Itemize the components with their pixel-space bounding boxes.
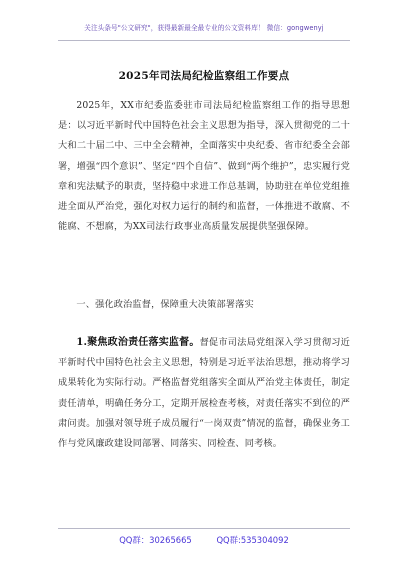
- footer-qq-group-2: QQ群:535304092: [216, 535, 289, 545]
- item-1-paragraph: [58, 333, 350, 454]
- footer-qq-group-1: QQ群：30265665: [119, 535, 192, 545]
- section-heading-1: 一、强化政治监督，保障重大决策部署落实: [76, 299, 254, 310]
- document-title: 2025年司法局纪检监察组工作要点: [118, 70, 290, 82]
- item-1-body: 督促市司法局党组深入学习贯彻习近平新时代中国特色社会主义思想，特别是习近平法治思想，推动将学习成果转化为实际行动。严格监督党组落实全面从严治党主体责任，制定责任清单，明确任务分工，定期开展检查考核，对责任落实不到位的严肃问责。加强对领导班子成员履行“一岗双责”情况的监督，确保业务工作与党风廉政建设同部署、同落实、同检查、同考核。: [58, 337, 350, 450]
- item-1-lead: 1.聚焦政治责任落实监督。: [76, 337, 200, 348]
- header-divider: [58, 40, 350, 41]
- guiding-ideology-paragraph: 2025年，XX市纪委监委驻市司法局纪检监察组工作的指导思想是：以习近平新时代中国特色社会主义思想为指导，深入贯彻党的二十大和二十届二中、三中全会精神，全面落实中央纪委、省市纪委全会部署，增强“四个意识”、坚定“四个自信”、做到“两个维护”，忠实履行党章和宪法赋予的职责，坚持稳中求进工作总基调，协助驻在单位党组推进全面从严治党，强化对权力运行的制约和监督，一体推进不敢腐、不能腐、不想腐，为XX司法行政事业高质量发展提供坚强保障。: [58, 100, 350, 233]
- footer-contacts: [0, 534, 408, 546]
- footer-divider: [58, 528, 350, 529]
- header-promo-note: 关注头条号"公文研究"，获得最新最全最专业的公文资料库！ 微信：gongwenyj: [84, 24, 324, 32]
